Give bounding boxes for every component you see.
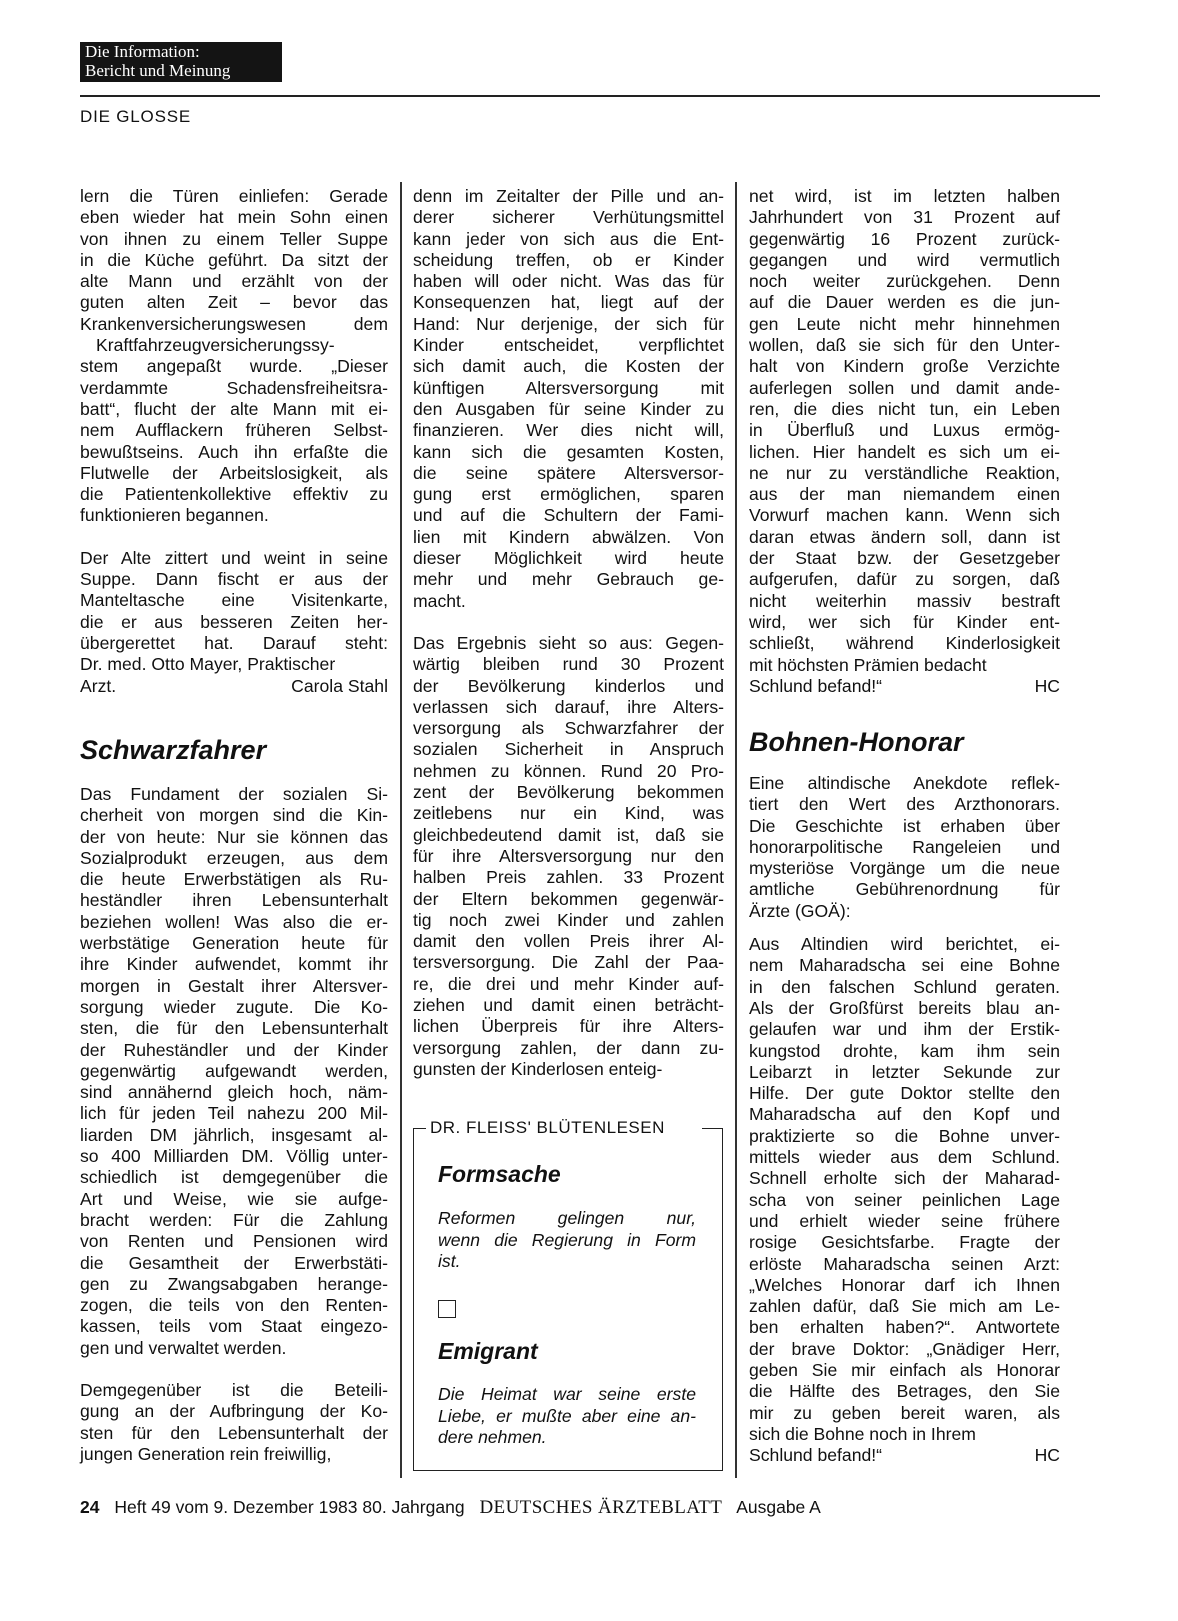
text-line: mysteriöse Vorgänge um die neue	[749, 858, 1060, 879]
kicker: DIE GLOSSE	[80, 107, 191, 126]
text-line: so 400 Milliarden DM. Völlig unter-	[80, 1146, 388, 1167]
author-ferdinand-oeter: HC	[1034, 675, 1060, 696]
edition: Ausgabe A	[736, 1497, 821, 1517]
text-line: rosige Gesichtsfarbe. Fragte der	[749, 1232, 1060, 1253]
text-line: nem Aufflackern früheren Selbst-	[80, 420, 388, 441]
page-footer	[80, 1497, 821, 1519]
text-line: aus der man niemandem einen	[749, 484, 1060, 505]
col1-signature-line	[80, 676, 388, 697]
text-line: halt von Kindern große Verzichte	[749, 356, 1060, 377]
text-line: dere nehmen.	[438, 1427, 547, 1447]
text-line: wird, wer sich für Kinder ent-	[749, 611, 1060, 632]
text-line: Kraftfahrzeugversicherungssy-	[96, 335, 335, 356]
column-divider-2	[735, 182, 737, 1478]
box-heading-formsache: Formsache	[438, 1161, 561, 1187]
text-line: lichen Überpreis für ihre Alters-	[413, 1016, 724, 1037]
text-line: „Welches Honorar darf ich Ihnen	[749, 1274, 1060, 1295]
text-line: amtliche Gebührenordnung für	[749, 879, 1060, 900]
text-line: der brave Doktor: „Gnädiger Herr,	[749, 1338, 1060, 1359]
text-line: Eine altindische Anekdote reflek-	[749, 773, 1060, 793]
separator-square-icon	[438, 1300, 456, 1318]
text-line: Reformen gelingen nur,	[438, 1208, 696, 1228]
col1-paragraph-2	[80, 548, 388, 676]
col3-signature-line-2	[749, 1445, 1060, 1466]
text-line: verlassen sich darauf, ihre Alters-	[413, 696, 724, 717]
section-label-line2: Bericht und Meinung	[85, 61, 231, 80]
text-line: von Renten und Pensionen wird	[80, 1231, 388, 1252]
text-line: cherheit von morgen sind die Kin-	[80, 805, 388, 826]
header-rule	[80, 95, 1100, 97]
text-line: die heute Erwerbstätigen als Ru-	[80, 869, 388, 890]
text-line: Dr. med. Otto Mayer, Praktischer	[80, 654, 336, 675]
text-line: Hilfe. Der gute Doktor stellte den	[749, 1083, 1060, 1104]
text-line: alte Mann und erzählt von der	[80, 271, 388, 292]
text-line: auf die Dauer werden es die jun-	[749, 292, 1060, 313]
text-line: der Ruheständler und der Kinder	[80, 1039, 388, 1060]
text-line: Die Geschichte ist erhaben über	[749, 815, 1060, 836]
text-line: tiert den Wert des Arzthonorars.	[749, 794, 1060, 815]
box-text-formsache	[438, 1208, 696, 1273]
text-line: die seine spätere Altersversor-	[413, 462, 724, 483]
text-line: sozialen Sicherheit in Anspruch	[413, 739, 724, 760]
col1-paragraph-1	[80, 186, 388, 527]
text-line: die Gesamtheit der Erwerbstäti-	[80, 1252, 388, 1273]
text-line: ren, die dies nicht tun, ein Leben	[749, 398, 1060, 419]
column-2	[413, 186, 724, 1080]
page-number: 24	[80, 1497, 100, 1517]
text-line: net wird, ist im letzten halben	[749, 186, 1060, 206]
text-line: gung erst ermöglichen, sparen	[413, 484, 724, 505]
text-line: gen und verwaltet werden.	[80, 1337, 287, 1358]
text-line: zogen, die teils von den Renten-	[80, 1295, 388, 1316]
text-line: und erhielt wieder seine frühere	[749, 1210, 1060, 1231]
text-line: batt“, flucht der alte Mann mit ei-	[80, 398, 388, 419]
text-line: auferlegen sollen und damit ande-	[749, 377, 1060, 398]
text-line: zent der Bevölkerung bekommen	[413, 782, 724, 803]
column-divider-1	[400, 182, 402, 1478]
text-line: gegenwärtig aufgewandt werden,	[80, 1060, 388, 1081]
text-line: in Überfluß und Luxus ermög-	[749, 420, 1060, 441]
text-line: Jahrhundert von 31 Prozent auf	[749, 207, 1060, 228]
col2-paragraph-2	[413, 633, 724, 1080]
text-line: Leibarzt in letzter Sekunde zur	[749, 1061, 1060, 1082]
col1-sig-left: Arzt.	[80, 675, 117, 696]
text-line: scha von seiner peinlichen Lage	[749, 1189, 1060, 1210]
text-line: Konsequenzen hat, liegt auf der	[413, 292, 724, 313]
text-line: Art und Weise, wie sie aufge-	[80, 1188, 388, 1209]
text-line: noch weiter zurückgehen. Denn	[749, 271, 1060, 292]
text-line: Aus Altindien wird berichtet, ei-	[749, 934, 1060, 955]
text-line: liarden DM jährlich, insgesamt al-	[80, 1124, 388, 1145]
text-line: sind annähernd gleich hoch, näm-	[80, 1082, 388, 1103]
column-1-lower	[80, 784, 388, 1465]
text-line: stem angepaßt wurde. „Dieser	[80, 356, 388, 377]
text-line: gegenwärtig 16 Prozent zurück-	[749, 228, 1060, 249]
column-1	[80, 186, 388, 697]
text-line: gunsten der Kinderlosen enteig-	[413, 1058, 663, 1079]
text-line: Krankenversicherungswesen dem	[80, 313, 388, 334]
text-line: nicht weiterhin massiv bestraft	[749, 590, 1060, 611]
text-line: tig noch zwei Kinder und zahlen	[413, 909, 724, 930]
bluetenlesen-box	[413, 1118, 723, 1471]
text-line: Hand: Nur derjenige, der sich für	[413, 313, 724, 334]
box-heading-emigrant: Emigrant	[438, 1338, 538, 1364]
journal-name: DEUTSCHES ÄRZTEBLATT	[479, 1497, 723, 1518]
text-line: scheidung treffen, ob er Kinder	[413, 249, 724, 270]
text-line: nem Maharadscha sei eine Bohne	[749, 955, 1060, 976]
text-line: Liebe, er mußte aber eine an-	[438, 1405, 696, 1426]
text-line: werbstätige Generation heute für	[80, 933, 388, 954]
text-line: Der Alte zittert und weint in seine	[80, 547, 388, 568]
text-line: Das Fundament der sozialen Si-	[80, 784, 388, 804]
text-line: dieser Möglichkeit wird heute	[413, 548, 724, 569]
text-line: bewußtseins. Auch ihn erfaßte die	[80, 441, 388, 462]
text-line: zeitlebens nur ein Kind, was	[413, 803, 724, 824]
text-line: honorarpolitische Rangeleien und	[749, 836, 1060, 857]
text-line: sich die Bohne noch in Ihrem	[749, 1423, 976, 1444]
text-line: Vorwurf machen kann. Wenn sich	[749, 505, 1060, 526]
text-line: funktionieren begannen.	[80, 505, 269, 526]
author-hc: HC	[1034, 1445, 1060, 1466]
col3-sig-left: Schlund befand!“	[749, 675, 883, 696]
text-line: zahlen dafür, daß Sie mich am Le-	[749, 1296, 1060, 1317]
text-line: Schnell erholte sich der Maharad-	[749, 1168, 1060, 1189]
text-line: Maharadscha auf den Kopf und	[749, 1104, 1060, 1125]
text-line: wollen, daß sie sich für den Unter-	[749, 335, 1060, 356]
text-line: wenn die Regierung in Form	[438, 1229, 696, 1250]
column-3-lower	[749, 773, 1060, 1467]
text-line: Als der Großfürst bereits blau an-	[749, 997, 1060, 1018]
text-line: und auf die Schultern der Fami-	[413, 505, 724, 526]
text-line: Kinder entscheidet, verpflichtet	[413, 335, 724, 356]
text-line: morgen in Gestalt ihrer Altersver-	[80, 975, 388, 996]
col3-sig2-left: Schlund befand!“	[749, 1445, 883, 1466]
text-line: gen zu Zwangsabgaben herange-	[80, 1273, 388, 1294]
text-line: den Ausgaben für seine Kinder zu	[413, 398, 724, 419]
col3-paragraph-2	[749, 773, 1060, 922]
text-line: sten für den Lebensunterhalt der	[80, 1422, 388, 1443]
box-title: DR. FLEISS' BLÜTENLESEN	[430, 1118, 665, 1137]
text-line: lichen. Hier handelt es sich um ei-	[749, 441, 1060, 462]
col3-paragraph-3	[749, 934, 1060, 1445]
text-line: in den falschen Schlund geraten.	[749, 976, 1060, 997]
text-line: nehmen zu können. Rund 20 Pro-	[413, 760, 724, 781]
text-line: damit den vollen Preis ihrer Al-	[413, 931, 724, 952]
text-line: gelaufen war und ihm der Erstik-	[749, 1019, 1060, 1040]
text-line: verdammte Schadensfreiheitsra-	[80, 377, 388, 398]
text-line: praktizierte so die Bohne unver-	[749, 1125, 1060, 1146]
text-line: wärtig bleiben rund 30 Prozent	[413, 654, 724, 675]
text-line: übergerettet hat. Darauf steht:	[80, 632, 388, 653]
text-line: ihre Kinder aufwendet, kommt ihr	[80, 954, 388, 975]
text-line: daran etwas ändern soll, dann ist	[749, 526, 1060, 547]
text-line: tersversorgung. Die Zahl der Paa-	[413, 952, 724, 973]
text-line: sten, die für den Lebensunterhalt	[80, 1018, 388, 1039]
text-line: sorgung wieder zugute. Die Ko-	[80, 996, 388, 1017]
col1-paragraph-3	[80, 784, 388, 1359]
section-label-box	[80, 42, 282, 82]
text-line: gleichbedeutend damit ist, daß sie	[413, 824, 724, 845]
text-line: erlöste Maharadscha seinen Arzt:	[749, 1253, 1060, 1274]
text-line: Demgegenüber ist die Beteili-	[80, 1380, 388, 1401]
text-line: schließt, während Kinderlosigkeit	[749, 633, 1060, 654]
text-line: geben Sie mir einfach als Honorar	[749, 1360, 1060, 1381]
heading-schwarzfahrer: Schwarzfahrer	[80, 735, 267, 765]
text-line: lern die Türen einliefen: Gerade	[80, 186, 388, 206]
text-line: kann jeder von sich aus die Ent-	[413, 228, 724, 249]
text-line: Manteltasche eine Visitenkarte,	[80, 590, 388, 611]
text-line: ziehen und damit einen beträcht-	[413, 994, 724, 1015]
text-line: die Hälfte des Betrages, den Sie	[749, 1381, 1060, 1402]
text-line: Sozialprodukt erzeugen, aus dem	[80, 847, 388, 868]
text-line: ne nur zu verständliche Reaktion,	[749, 462, 1060, 483]
box-text-emigrant	[438, 1384, 696, 1449]
text-line: der von heute: Nur sie können das	[80, 826, 388, 847]
issue-info: Heft 49 vom 9. Dezember 1983 80. Jahrgang	[114, 1497, 465, 1517]
text-line: Flutwelle der Arbeitslosigkeit, als	[80, 462, 388, 483]
text-line: Die Heimat war seine erste	[438, 1384, 696, 1404]
text-line: Ärzte (GOÄ):	[749, 900, 851, 921]
col3-paragraph-1	[749, 186, 1060, 676]
text-line: Suppe. Dann fischt er aus der	[80, 569, 388, 590]
text-line: kann sich die gesamten Kosten,	[413, 441, 724, 462]
text-line: schiedlich ist demgegenüber die	[80, 1167, 388, 1188]
text-line: ben erhalten haben?“. Antwortete	[749, 1317, 1060, 1338]
text-line: mir zu geben bereit waren, als	[749, 1402, 1060, 1423]
text-line: die er aus besseren Zeiten her-	[80, 611, 388, 632]
text-line: jungen Generation rein freiwillig,	[80, 1443, 332, 1464]
text-line: halben Preis zahlen. 33 Prozent	[413, 867, 724, 888]
text-line: gegangen und wird vermutlich	[749, 249, 1060, 270]
text-line: ist.	[438, 1251, 461, 1271]
col1-paragraph-4	[80, 1380, 388, 1465]
col3-signature-line	[749, 676, 1060, 697]
text-line: versorgung als Schwarzfahrer der	[413, 718, 724, 739]
author-carola-stahl: Carola Stahl	[291, 675, 388, 696]
text-line: sich damit auch, die Kosten der	[413, 356, 724, 377]
text-line: gung an der Aufbringung der Ko-	[80, 1401, 388, 1422]
text-line: haben will oder nicht. Was das für	[413, 271, 724, 292]
text-line: re, die drei und mehr Kinder auf-	[413, 973, 724, 994]
text-line: kassen, teils vom Staat eingezo-	[80, 1316, 388, 1337]
text-line: aufgerufen, dafür zu sorgen, daß	[749, 569, 1060, 590]
text-line: guten alten Zeit – bevor das	[80, 292, 388, 313]
text-line: denn im Zeitalter der Pille und an-	[413, 186, 724, 206]
text-line: der Staat bzw. der Gesetzgeber	[749, 548, 1060, 569]
text-line: der Bevölkerung kinderlos und	[413, 675, 724, 696]
text-line: die Patientenkollektive effektiv zu	[80, 484, 388, 505]
text-line: lien mit Kindern abwälzen. Von	[413, 526, 724, 547]
text-line: macht.	[413, 590, 466, 611]
text-line: für ihre Altersversorgung nur den	[413, 845, 724, 866]
text-line: mehr und mehr Gebrauch ge-	[413, 569, 724, 590]
text-line: mittels wieder aus dem Schlund.	[749, 1147, 1060, 1168]
text-line: beziehen wollen! Was also die er-	[80, 911, 388, 932]
text-line: in die Küche geführt. Da sitzt der	[80, 249, 388, 270]
text-line: kungstod drohte, kam ihm sein	[749, 1040, 1060, 1061]
text-line: eben wieder hat mein Sohn einen	[80, 207, 388, 228]
column-3	[749, 186, 1060, 697]
text-line: gen Leute nicht mehr hinnehmen	[749, 313, 1060, 334]
text-line: künftigen Altersversorgung mit	[413, 377, 724, 398]
heading-bohnen-honorar: Bohnen-Honorar	[749, 727, 964, 757]
text-line: finanzieren. Wer dies nicht will,	[413, 420, 724, 441]
section-label-line1: Die Information:	[85, 42, 200, 61]
text-line: heständler ihren Lebensunterhalt	[80, 890, 388, 911]
col2-paragraph-1	[413, 186, 724, 612]
text-line: mit höchsten Prämien bedacht	[749, 654, 987, 675]
text-line: von ihnen zu einem Teller Suppe	[80, 228, 388, 249]
text-line: bracht werden: Für die Zahlung	[80, 1209, 388, 1230]
text-line: Das Ergebnis sieht so aus: Gegen-	[413, 632, 724, 653]
text-line: lich für jeden Teil nahezu 200 Mil-	[80, 1103, 388, 1124]
text-line: der Eltern bekommen gegenwär-	[413, 888, 724, 909]
text-line: versorgung zahlen, der dann zu-	[413, 1037, 724, 1058]
text-line: derer sicherer Verhütungsmittel	[413, 207, 724, 228]
